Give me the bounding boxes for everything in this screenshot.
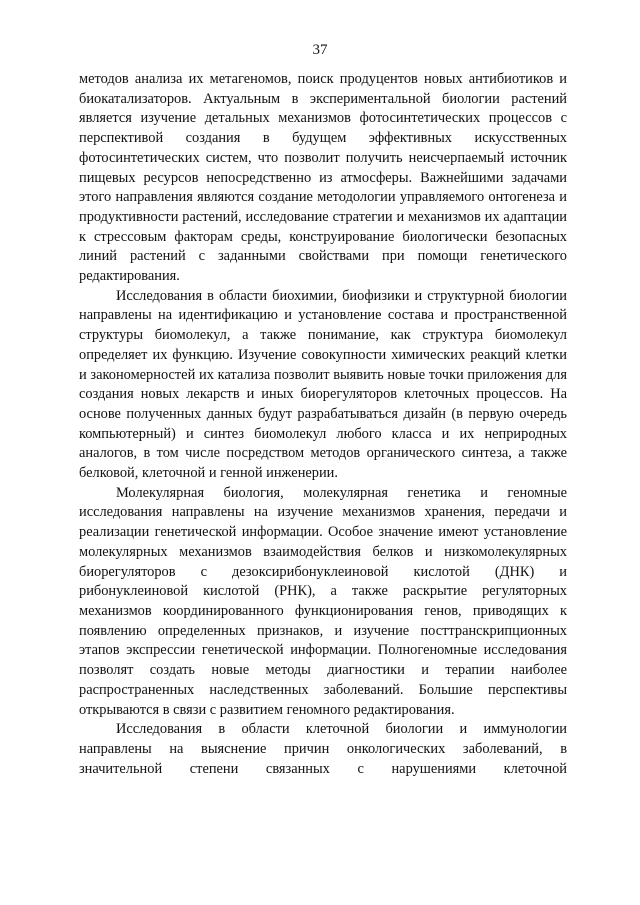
page-number: 37 xyxy=(312,42,328,58)
paragraph-continuation: методов анализа их метагеномов, поиск продуцентов новых антибиотиков и биокатализаторов. Актуальным в экспериментальной биологии растений является изучение детальных механизмов фотосинтетических процессов с перспективой создания в будущем эффективных искусственных фотосинтетических систем, что позволит получить неисчерпаемый источник пищевых ресурсов непосредственно из атмосферы. Важнейшими задачами этого направления являются создание методологии управляемого онтогенеза и продуктивности растений, исследование стратегии и механизмов их адаптации к стрессовым факторам среды, конструирование биологически безопасных линий растений с заданными свойствами при помощи генетического редактирования. xyxy=(79,71,567,285)
paragraph-biochemistry: Исследования в области биохимии, биофизики и структурной биологии направлены на идентификацию и установление состава и пространственной структуры биомолекул, а также понимание, как структура биомолекул определяет их функцию. Изучение совокупности химических реакций клетки и закономерностей их катализа позволит выявить новые точки приложения для создания новых лекарств и иных биорегуляторов клеточных процессов. На основе полученных данных будут разрабатываться дизайн (в первую очередь компьютерный) и синтез биомолекул любого класса и их неприродных аналогов, в том числе посредством методов органического синтеза, а также белковой, клеточной и генной инженерии. xyxy=(79,287,567,482)
paragraph-cell-biology: Исследования в области клеточной биологии и иммунологии направлены на выяснение причин онкологических заболеваний, в значительной степени связанных с нарушениями клеточной xyxy=(79,721,567,777)
paragraph-molecular-biology: Молекулярная биология, молекулярная генетика и геномные исследования направлены на изучение механизмов хранения, передачи и реализации генетической информации. Особое значение имеют установление молекулярных механизмов взаимодействия белков и низкомолекулярных биорегуляторов с дезоксирибонуклеиновой кислотой (ДНК) и рибонуклеиновой кислотой (РНК), а также раскрытие регуляторных механизмов координированного функционирования генов, приводящих к появлению определенных признаков, и изучение посттранскрипционных этапов экспрессии генетической информации. Полногеномные исследования позволят создать новые методы диагностики и терапии наиболее распространенных наследственных заболеваний. Большие перспективы открываются в связи с развитием геномного редактирования. xyxy=(79,484,567,718)
body-text xyxy=(79,70,567,779)
